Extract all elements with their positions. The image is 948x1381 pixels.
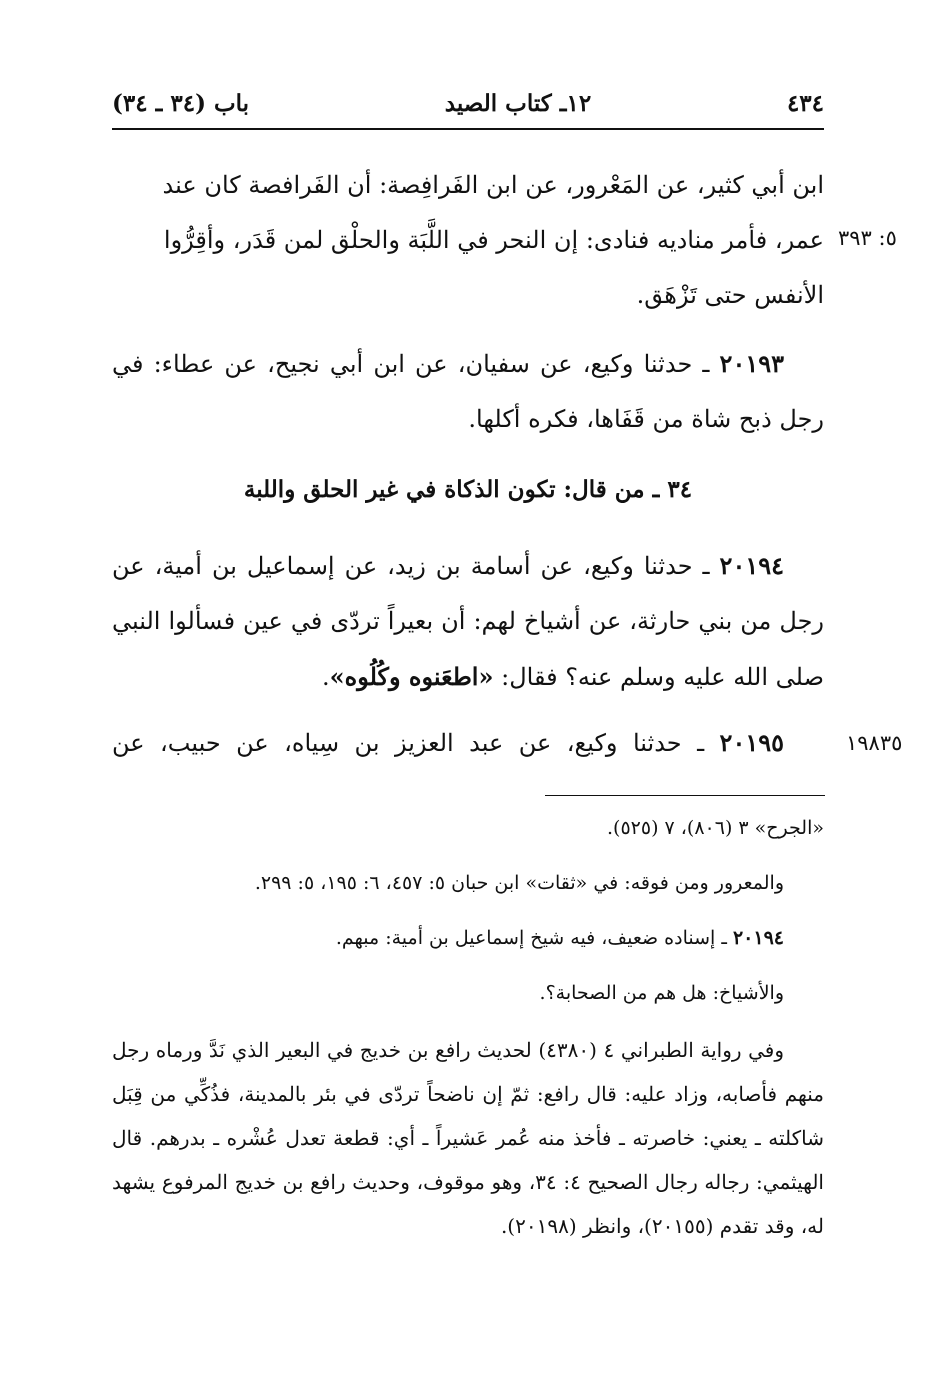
page-header	[112, 86, 824, 120]
footnote-divider	[545, 795, 825, 796]
page-number: ٤٣٤	[786, 89, 824, 117]
chapter-heading: ٣٤ ـ من قال: تكون الذكاة في غير الحلق واللبة	[243, 476, 693, 503]
hadith-text: ـ حدثنا وكيع، عن أسامة بن زيد، عن إسماعيل بن أمية، عن رجل من بني حارثة، عن أشياخ لهم: أن بعيراً تردّى في عين فسألوا النبي صلى الله عليه وسلم عنه؟ فقال:	[112, 552, 824, 691]
paragraph-line: عمر، فأمر مناديه فنادى: إن النحر في اللَّبَة والحلْق لمن قَدَر، وأقِرُّوا	[163, 226, 824, 254]
hadith-text: ـ حدثنا وكيع، عن سفيان، عن ابن أبي نجيح، عن عطاء: في رجل ذبح شاة من قَفَاها، فكره أكلها.	[112, 350, 824, 433]
hadith-text-end: .	[321, 663, 330, 691]
paragraph-continued	[112, 158, 824, 323]
footnote-20194	[112, 923, 824, 954]
margin-reference: ١٩٨٣٥	[846, 731, 903, 755]
margin-reference: ٥: ٣٩٣	[838, 226, 897, 250]
book-title: ١٢ـ كتاب الصيد	[444, 89, 592, 117]
footnote-line: والمعرور ومن فوقه: في «ثقات» ابن حبان ٥: ٤٥٧، ٦: ١٩٥، ٥: ٢٩٩.	[254, 872, 784, 894]
header-divider	[112, 128, 824, 130]
paragraph-line: ابن أبي كثير، عن المَعْرور، عن ابن الفَرافِصة: أن الفَرافصة كان عند	[162, 171, 824, 199]
footnote-number: ٢٠١٩٤	[732, 927, 784, 949]
hadith-20193	[112, 336, 824, 447]
hadith-text: ـ حدثنا وكيع، عن عبد العزيز بن سِياه، عن حبيب، عن	[112, 729, 720, 757]
footnote-text: ـ إسناده ضعيف، فيه شيخ إسماعيل بن أمية: مبهم.	[335, 927, 733, 949]
chapter-range: باب (٣٤ ـ ٣٤)	[112, 89, 250, 117]
hadith-number: ٢٠١٩٣	[719, 349, 784, 378]
paragraph-line: الأنفس حتى تَزْهَق.	[636, 281, 824, 309]
hadith-20195	[112, 715, 824, 771]
footnote-line: «الجرح» ٣ (٨٠٦)، ٧ (٥٢٥).	[606, 817, 824, 839]
prophetic-quote: «اطعَنوه وكُلُوه»	[329, 662, 494, 691]
footnote-line: والأشياخ: هل هم من الصحابة؟.	[539, 982, 784, 1004]
hadith-number: ٢٠١٩٤	[719, 551, 784, 580]
hadith-20194	[112, 538, 824, 705]
hadith-number: ٢٠١٩٥	[719, 728, 784, 757]
footnote-paragraph: وفي رواية الطبراني ٤ (٤٣٨٠) لحديث رافع بن خديج في البعير الذي نَدَّ ورماه رجل منهم فأصابه، وزاد عليه: قال رافع: ثمّ إن ناضحاً تردّى في بئر بالمدينة، فذُكِّي من قِبَل شاكلته ـ يعني: خاصرته ـ فأخذ منه عُمر عَشيراً ـ أي: قطعة تعدل عُشْره ـ بدرهم. قال الهيثمي: رجاله رجال الصحيح ٤: ٣٤، وهو موقوف، وحديث رافع بن خديج المرفوع يشهد له، وقد تقدم (٢٠١٥٥)، وانظر (٢٠١٩٨).	[112, 1038, 824, 1238]
